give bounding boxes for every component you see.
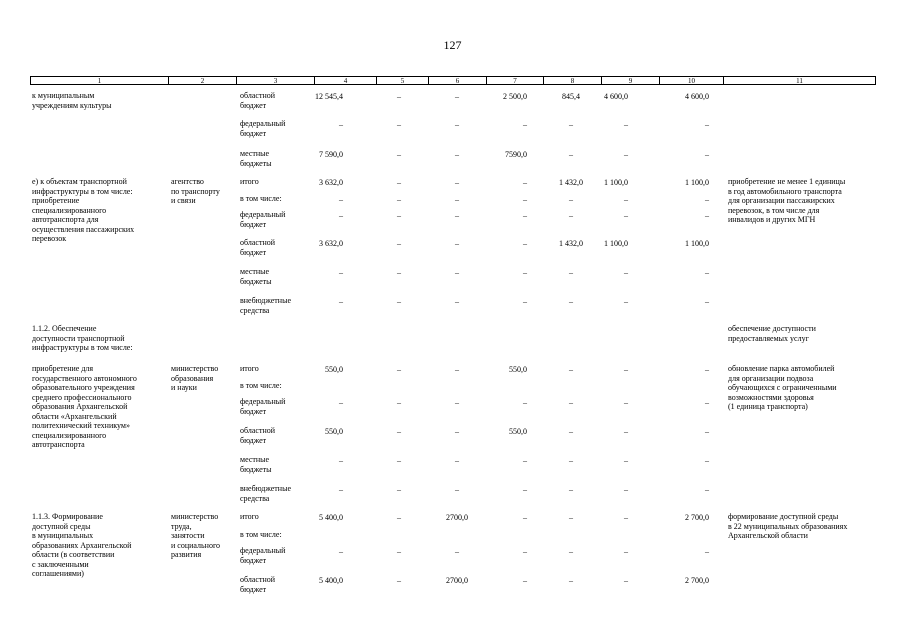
amount-cell-col7: – — [523, 239, 527, 248]
amount-cell-col6: – — [455, 485, 459, 494]
amount-cell-col5: – — [397, 150, 401, 159]
amount-cell-col9: – — [624, 365, 628, 374]
amount-cell-col7: 550,0 — [509, 365, 527, 374]
amount-cell-col7: – — [523, 456, 527, 465]
amount-cell-col8: – — [569, 547, 573, 556]
amount-cell-col9: – — [624, 398, 628, 407]
amount-cell-col8: – — [569, 427, 573, 436]
funding-source-label: местные бюджеты — [240, 149, 272, 168]
amount-cell-col7: – — [523, 576, 527, 585]
amount-cell-col6: – — [455, 178, 459, 187]
amount-cell-col5: – — [397, 398, 401, 407]
amount-cell-col10: 1 100,0 — [685, 239, 709, 248]
amount-cell-col8: – — [569, 576, 573, 585]
amount-cell-col10: – — [705, 150, 709, 159]
amount-cell-col6: – — [455, 150, 459, 159]
column-header-row — [30, 76, 876, 86]
amount-cell-col8: – — [569, 211, 573, 220]
column-header-8: 8 — [543, 76, 601, 85]
amount-cell-col6: – — [455, 398, 459, 407]
amount-cell-col5: – — [397, 268, 401, 277]
column-header-7: 7 — [486, 76, 543, 85]
amount-cell-col8: – — [569, 398, 573, 407]
amount-cell-col10: – — [705, 485, 709, 494]
amount-cell-col7: – — [523, 120, 527, 129]
amount-cell-col6: – — [455, 211, 459, 220]
amount-cell-col7: – — [523, 547, 527, 556]
amount-cell-col6: – — [455, 268, 459, 277]
amount-cell-col7: – — [523, 398, 527, 407]
funding-source-label: итого — [240, 364, 259, 373]
amount-cell-col4: – — [339, 268, 343, 277]
amount-cell-col5: – — [397, 178, 401, 187]
block2-executor: агентство по транспорту и связи — [171, 177, 220, 205]
funding-source-label: в том числе: — [240, 381, 282, 390]
amount-cell-col4: 5 400,0 — [319, 513, 343, 522]
funding-source-label: местные бюджеты — [240, 455, 272, 474]
amount-cell-col9: – — [624, 211, 628, 220]
amount-cell-col10: 4 600,0 — [685, 92, 709, 101]
block4-name: приобретение для государственного автономного образовательного учреждения среднего профессионального образования Архангельской области «Архангельский политехнический техникум» специализированного автотранспорта — [32, 364, 137, 449]
amount-cell-col4: – — [339, 456, 343, 465]
amount-cell-col9: – — [624, 485, 628, 494]
amount-cell-col8: 845,4 — [562, 92, 580, 101]
amount-cell-col8: – — [569, 297, 573, 306]
amount-cell-col10: – — [705, 398, 709, 407]
amount-cell-col10: 2 700,0 — [685, 513, 709, 522]
amount-cell-col6: 2700,0 — [446, 576, 468, 585]
amount-cell-col4: 550,0 — [325, 365, 343, 374]
amount-cell-col10: 2 700,0 — [685, 576, 709, 585]
funding-source-label: в том числе: — [240, 530, 282, 539]
amount-cell-col10: – — [705, 297, 709, 306]
column-header-10: 10 — [659, 76, 723, 85]
amount-cell-col10: – — [705, 456, 709, 465]
amount-cell-col8: – — [569, 365, 573, 374]
amount-cell-col10: – — [705, 120, 709, 129]
block2-result: приобретение не менее 1 единицы в год автомобильного транспорта для организации пассажирских перевозок, в том числе для инвалидов и других МГН — [728, 177, 846, 224]
funding-source-label: областной бюджет — [240, 91, 276, 110]
amount-cell-col6: – — [455, 297, 459, 306]
amount-cell-col5: – — [397, 195, 401, 204]
funding-source-label: местные бюджеты — [240, 267, 272, 286]
amount-cell-col6: – — [455, 547, 459, 556]
block1-name: к муниципальным учреждениям культуры — [32, 91, 112, 110]
amount-cell-col4: 7 590,0 — [319, 150, 343, 159]
amount-cell-col6: – — [455, 195, 459, 204]
amount-cell-col4: – — [339, 485, 343, 494]
amount-cell-col5: – — [397, 365, 401, 374]
amount-cell-col9: – — [624, 513, 628, 522]
amount-cell-col6: – — [455, 456, 459, 465]
column-header-11: 11 — [723, 76, 876, 85]
amount-cell-col10: – — [705, 268, 709, 277]
amount-cell-col9: 4 600,0 — [604, 92, 628, 101]
amount-cell-col5: – — [397, 239, 401, 248]
column-header-6: 6 — [428, 76, 486, 85]
amount-cell-col7: – — [523, 513, 527, 522]
amount-cell-col6: – — [455, 239, 459, 248]
amount-cell-col5: – — [397, 513, 401, 522]
amount-cell-col6: – — [455, 120, 459, 129]
amount-cell-col10: – — [705, 547, 709, 556]
block4-executor: министерство образования и науки — [171, 364, 219, 392]
amount-cell-col7: – — [523, 297, 527, 306]
amount-cell-col9: – — [624, 297, 628, 306]
amount-cell-col5: – — [397, 485, 401, 494]
amount-cell-col4: – — [339, 120, 343, 129]
column-header-3: 3 — [236, 76, 314, 85]
amount-cell-col6: – — [455, 365, 459, 374]
block3-result: обеспечение доступности предоставляемых услуг — [728, 324, 816, 343]
amount-cell-col8: 1 432,0 — [559, 178, 583, 187]
amount-cell-col6: – — [455, 427, 459, 436]
funding-source-label: итого — [240, 512, 259, 521]
funding-source-label: областной бюджет — [240, 575, 276, 594]
amount-cell-col5: – — [397, 92, 401, 101]
amount-cell-col9: 1 100,0 — [604, 239, 628, 248]
block5-executor: министерство труда, занятости и социального развития — [171, 512, 221, 559]
amount-cell-col6: – — [455, 92, 459, 101]
funding-source-label: внебюджетные средства — [240, 296, 291, 315]
amount-cell-col4: 550,0 — [325, 427, 343, 436]
funding-source-label: областной бюджет — [240, 238, 276, 257]
funding-source-label: федеральный бюджет — [240, 397, 286, 416]
amount-cell-col5: – — [397, 297, 401, 306]
amount-cell-col4: – — [339, 195, 343, 204]
amount-cell-col9: – — [624, 120, 628, 129]
amount-cell-col4: – — [339, 547, 343, 556]
amount-cell-col6: 2700,0 — [446, 513, 468, 522]
block2-name: е) к объектам транспортной инфраструктуры в том числе: приобретение специализированного автотранспорта для осуществления пассажирских перевозок — [32, 177, 135, 243]
amount-cell-col10: – — [705, 211, 709, 220]
funding-source-label: федеральный бюджет — [240, 119, 286, 138]
amount-cell-col8: – — [569, 513, 573, 522]
amount-cell-col7: – — [523, 195, 527, 204]
amount-cell-col10: 1 100,0 — [685, 178, 709, 187]
amount-cell-col5: – — [397, 547, 401, 556]
amount-cell-col10: – — [705, 427, 709, 436]
block5-name: 1.1.3. Формирование доступной среды в муниципальных образованиях Архангельской области (в соответствии с заключенными соглашениями) — [32, 512, 132, 578]
amount-cell-col8: – — [569, 456, 573, 465]
amount-cell-col4: 3 632,0 — [319, 178, 343, 187]
amount-cell-col5: – — [397, 120, 401, 129]
amount-cell-col9: – — [624, 427, 628, 436]
amount-cell-col5: – — [397, 456, 401, 465]
amount-cell-col7: 7590,0 — [505, 150, 527, 159]
amount-cell-col4: – — [339, 211, 343, 220]
amount-cell-col4: – — [339, 297, 343, 306]
block4-result: обновление парка автомобилей для организации подвоза обучающихся с ограниченными возможностями здоровья (1 единица транспорта) — [728, 364, 837, 411]
column-header-2: 2 — [168, 76, 236, 85]
amount-cell-col10: – — [705, 365, 709, 374]
amount-cell-col5: – — [397, 576, 401, 585]
amount-cell-col9: – — [624, 150, 628, 159]
amount-cell-col10: – — [705, 195, 709, 204]
amount-cell-col5: – — [397, 211, 401, 220]
amount-cell-col5: – — [397, 427, 401, 436]
block3-name: 1.1.2. Обеспечение доступности транспортной инфраструктуры в том числе: — [32, 324, 133, 352]
page-number: 127 — [443, 38, 462, 52]
amount-cell-col8: 1 432,0 — [559, 239, 583, 248]
column-header-9: 9 — [601, 76, 659, 85]
amount-cell-col9: – — [624, 547, 628, 556]
amount-cell-col4: – — [339, 398, 343, 407]
amount-cell-col7: – — [523, 178, 527, 187]
amount-cell-col7: – — [523, 485, 527, 494]
amount-cell-col4: 3 632,0 — [319, 239, 343, 248]
amount-cell-col8: – — [569, 150, 573, 159]
funding-source-label: областной бюджет — [240, 426, 276, 445]
amount-cell-col9: – — [624, 456, 628, 465]
amount-cell-col7: – — [523, 268, 527, 277]
funding-source-label: итого — [240, 177, 259, 186]
funding-source-label: федеральный бюджет — [240, 546, 286, 565]
column-header-1: 1 — [30, 76, 168, 85]
amount-cell-col4: 12 545,4 — [315, 92, 343, 101]
amount-cell-col8: – — [569, 120, 573, 129]
amount-cell-col7: 550,0 — [509, 427, 527, 436]
amount-cell-col9: 1 100,0 — [604, 178, 628, 187]
amount-cell-col8: – — [569, 195, 573, 204]
funding-source-label: федеральный бюджет — [240, 210, 286, 229]
amount-cell-col8: – — [569, 268, 573, 277]
amount-cell-col9: – — [624, 195, 628, 204]
block5-result: формирование доступной среды в 22 муниципальных образованиях Архангельской области — [728, 512, 848, 540]
funding-source-label: внебюджетные средства — [240, 484, 291, 503]
amount-cell-col9: – — [624, 576, 628, 585]
amount-cell-col4: 5 400,0 — [319, 576, 343, 585]
column-header-5: 5 — [376, 76, 428, 85]
amount-cell-col8: – — [569, 485, 573, 494]
funding-source-label: в том числе: — [240, 194, 282, 203]
amount-cell-col7: 2 500,0 — [503, 92, 527, 101]
amount-cell-col9: – — [624, 268, 628, 277]
amount-cell-col7: – — [523, 211, 527, 220]
column-header-4: 4 — [314, 76, 376, 85]
